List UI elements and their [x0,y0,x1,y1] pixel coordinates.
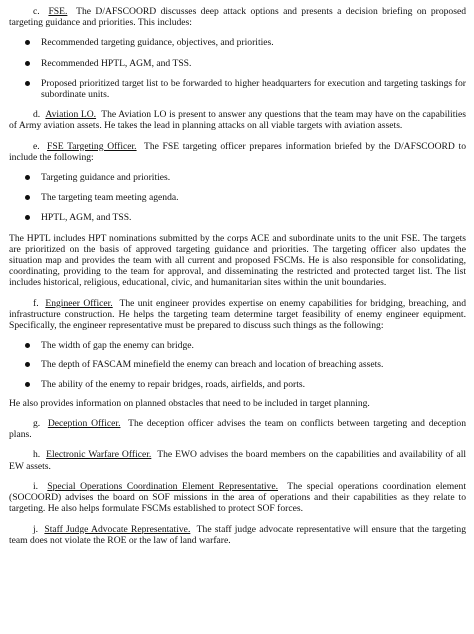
paragraph-j-text: The staff judge advocate representative will ensure that the targeting team does not violate the ROE or the law of land warfare. [9,523,467,546]
bullet-item: Proposed prioritized target list to be forwarded to higher headquarters for execution and targeting taskings for subordinate units. [9,78,466,100]
paragraph-h-number: h. [33,449,41,461]
paragraph-f-trailing-text: He also provides information on planned obstacles that need to be included in target planning. [9,397,370,409]
paragraph-g-number: g. [33,418,41,430]
paragraph-e [9,141,466,163]
paragraph-i-title: Special Operations Coordination Element Representative. [47,480,279,492]
paragraph-i [9,481,466,515]
paragraph-f-text: The unit engineer provides expertise on enemy capabilities for bridging, breaching, and infrastructure construction. He helps the targeting team determine target feasibility of enemy engineer equipment. Specifically, the engineer representative must be prepared to discuss such things as the following: [9,297,467,332]
paragraph-g [9,418,466,440]
paragraph-i-text: The special operations coordination element (SOCOORD) advises the board on SOF missions in the area of operations and their capabilities as they relate to targeting. He also helps formulate FSCMs established to protect SOF forces. [9,480,466,515]
paragraph-d-text: The Aviation LO is present to answer any questions that the team may have on the capabilities of Army aviation assets. He takes the lead in planning attacks on all viable targets with aviation assets. [9,109,467,132]
paragraph-c [9,6,466,28]
paragraph-d [9,109,466,131]
paragraph-d-number: d. [33,109,41,121]
paragraph-h-text: The EWO advises the board members on the capabilities and availability of all EW assets. [9,449,467,472]
paragraph-d-title: Aviation LO. [45,109,97,121]
bullet-item: The depth of FASCAM minefield the enemy can breach and location of breaching assets. [9,359,466,370]
bullet-item: The targeting team meeting agenda. [9,192,466,203]
paragraph-h-title: Electronic Warfare Officer. [46,449,152,461]
paragraph-e-trailing-text: The HPTL includes HPT nominations submitted by the corps ACE and subordinate units to the unit FSE. The targets are prioritized on the basis of approved targeting guidance and priorities. The targeting officer also updates the situation map and provides the team with all current and proposed FSCMs. He is also responsible for consolidating, coordinating, providing to the team for approval, and disseminating the restricted and protected target list. The list includes historical, religious, educational, civic, and humanitarian sites within the unit boundaries. [9,232,466,289]
bullet-item: Recommended targeting guidance, objectives, and priorities. [9,37,466,48]
paragraph-e-text: The FSE targeting officer prepares information briefed by the D/AFSCOORD to include the following: [9,140,467,163]
bullet-item: The ability of the enemy to repair bridges, roads, airfields, and ports. [9,379,466,390]
paragraph-c-bullet-list [9,37,466,100]
paragraph-j-title: Staff Judge Advocate Representative. [44,523,191,535]
paragraph-j-number: j. [33,523,39,535]
paragraph-g-text: The deception officer advises the team on conflicts between targeting and deception plans. [9,418,467,441]
paragraph-f-bullet-list [9,340,466,390]
bullet-item: Targeting guidance and priorities. [9,172,466,183]
paragraph-f-title: Engineer Officer. [45,297,113,309]
paragraph-c-title: FSE. [48,6,68,17]
paragraph-e-title: FSE Targeting Officer. [47,140,137,152]
bullet-item: The width of gap the enemy can bridge. [9,340,466,351]
paragraph-c-text: The D/AFSCOORD discusses deep attack options and presents a decision briefing on proposed targeting guidance and priorities. This includes: [9,6,467,29]
bullet-item: HPTL, AGM, and TSS. [9,212,466,223]
paragraph-e-number: e. [33,140,40,152]
paragraph-g-title: Deception Officer. [47,418,121,430]
paragraph-f [9,298,466,332]
paragraph-j [9,524,466,546]
paragraph-c-number: c. [33,6,40,17]
paragraph-i-number: i. [33,480,39,492]
paragraph-f-number: f. [33,297,39,309]
paragraph-e-bullet-list [9,172,466,224]
bullet-item: Recommended HPTL, AGM, and TSS. [9,58,466,69]
paragraph-h [9,449,466,471]
